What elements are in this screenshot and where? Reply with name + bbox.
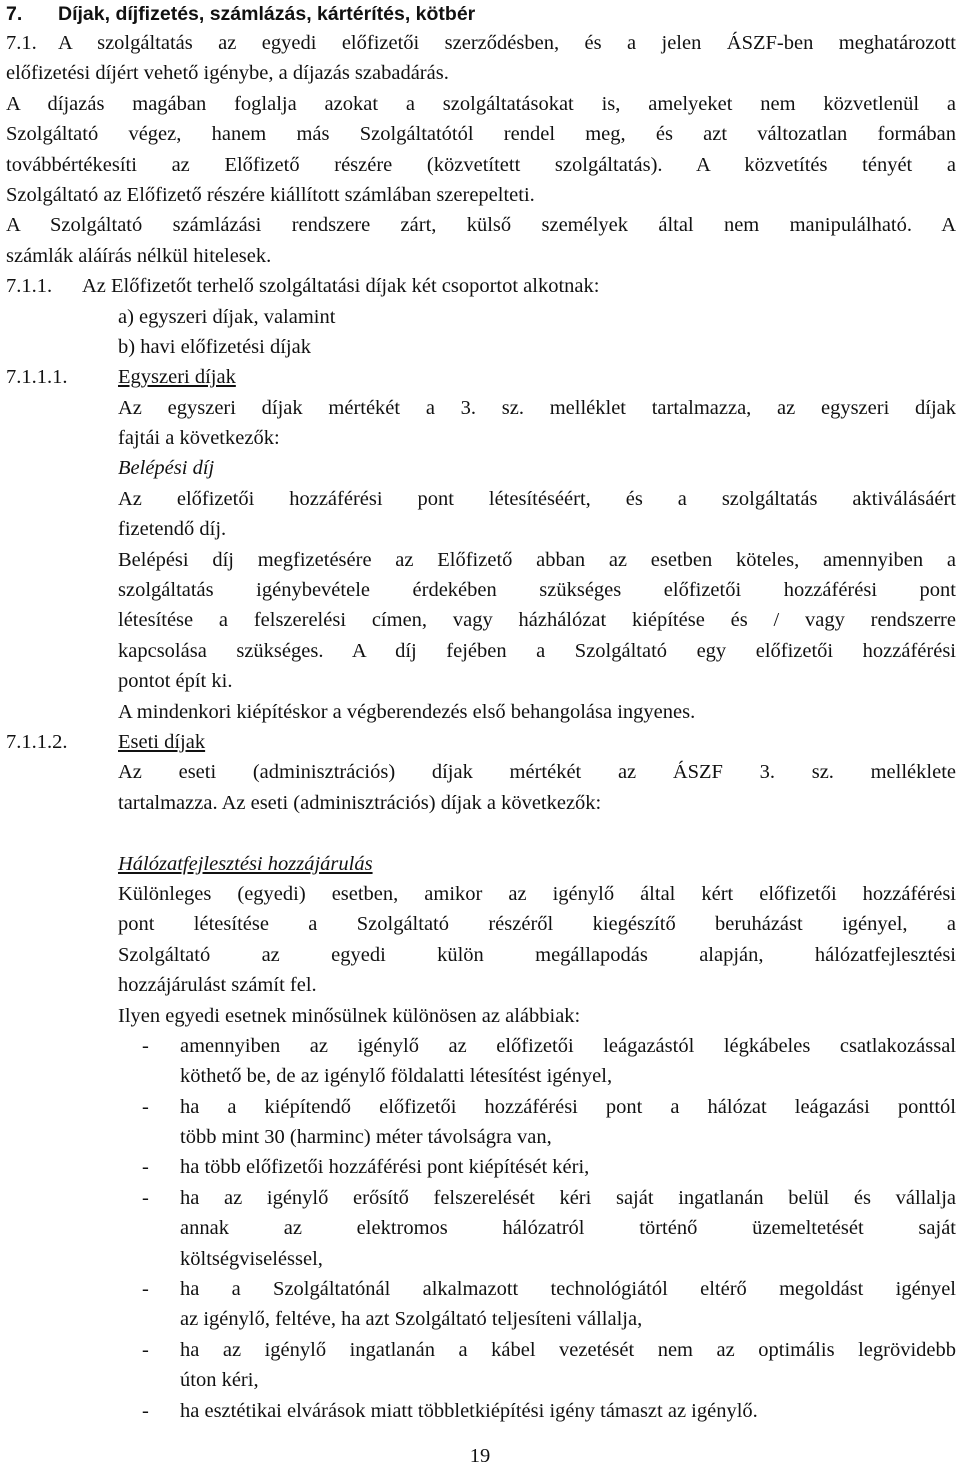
paragraph-line: Különleges (egyedi) esetben, amikor az igénylő által kért előfizetői hozzáférési	[118, 882, 956, 905]
blank-line	[6, 818, 956, 848]
list-item: b) havi előfizetési díjak	[118, 335, 311, 358]
bullet-dash: -	[142, 1156, 149, 1179]
subheading: Belépési díj	[118, 457, 215, 480]
paragraph-line: tartalmazza. Az eseti (adminisztrációs) díjak a következők:	[118, 791, 602, 814]
bullet-dash: -	[142, 1338, 149, 1361]
bullet-text: az igénylő, feltéve, ha azt Szolgáltató teljesíteni vállalja,	[180, 1308, 643, 1331]
clause-text: A szolgáltatás az egyedi előfizetői szerződésben, és a jelen ÁSZF-ben meghatározott	[58, 32, 956, 54]
paragraph-line: pontot épít ki.	[118, 670, 233, 693]
paragraph-line: A Szolgáltató számlázási rendszere zárt, külső személyek által nem manipulálható. A	[6, 214, 956, 237]
section-title: Díjak, díjfizetés, számlázás, kártérítés, kötbér	[58, 3, 476, 25]
bullet-dash: -	[142, 1095, 149, 1118]
bullet-line	[6, 1213, 956, 1243]
paragraph-line: előfizetési díjért vehető igénybe, a díjazás szabadárás.	[6, 62, 449, 85]
paragraph-line: Az egyszeri díjak mértékét a 3. sz. melléklet tartalmazza, az egyszeri díjak	[118, 396, 956, 419]
bullet-text: ha a Szolgáltatónál alkalmazott technológiától eltérő megoldást igényel	[180, 1278, 956, 1301]
paragraph-line: Szolgáltató az Előfizető részére kiállított számlában szerepelteti.	[6, 183, 535, 206]
bullet-text: ha a kiépítendő előfizetői hozzáférési pont a hálózat leágazási ponttól	[180, 1095, 956, 1118]
clause-7-1-1	[6, 271, 956, 301]
bullet-line	[6, 1304, 956, 1334]
section-number: 7.	[6, 3, 23, 25]
bullet-line	[6, 1152, 956, 1182]
section-heading	[6, 0, 956, 28]
bullet-dash: -	[142, 1278, 149, 1301]
clause-text: Az Előfizetőt terhelő szolgáltatási díjak két csoportot alkotnak:	[82, 275, 600, 298]
paragraph-line: Szolgáltató az egyedi külön megállapodás alapján, hálózatfejlesztési	[118, 943, 956, 966]
paragraph-line: A mindenkori kiépítéskor a végberendezés első behangolása ingyenes.	[118, 700, 696, 723]
bullet-line	[6, 1396, 956, 1426]
paragraph-line: fizetendő díj.	[118, 518, 227, 541]
bullet-text: köthető be, de az igénylő földalatti létesítést igényel,	[180, 1065, 613, 1088]
clause-number: 7.1.	[6, 32, 37, 54]
bullet-line	[6, 1122, 956, 1152]
bullet-line	[6, 1365, 956, 1395]
page-number: 19	[469, 1445, 491, 1467]
paragraph-line: szolgáltatás igénybevétele érdekében szükséges előfizetői hozzáférési pont	[118, 579, 956, 602]
paragraph-line: továbbértékesíti az Előfizető részére (közvetített szolgáltatás). A közvetítés tényét a	[6, 153, 956, 176]
paragraph-line: hozzájárulást számít fel.	[118, 974, 317, 997]
bullet-text: annak az elektromos hálózatról történő üzemeltetését saját	[180, 1217, 956, 1240]
bullet-line	[6, 1031, 956, 1061]
paragraph-line: Szolgáltató végez, hanem más Szolgáltatótól rendel meg, és azt változatlan formában	[6, 123, 956, 146]
bullet-text: amennyiben az igénylő az előfizetői leágazástól légkábeles csatlakozással	[180, 1034, 956, 1057]
clause-7-1-1-1	[6, 362, 956, 392]
bullet-text: több mint 30 (harminc) méter távolságra van,	[180, 1126, 552, 1149]
subheading: Hálózatfejlesztési hozzájárulás	[118, 852, 373, 875]
bullet-text: ha az igénylő erősítő felszerelését kéri saját ingatlanán belül és vállalja	[180, 1186, 956, 1209]
bullet-line	[6, 1092, 956, 1122]
paragraph-line: Belépési díj megfizetésére az Előfizető abban az esetben köteles, amennyiben a	[118, 548, 956, 571]
bullet-line	[6, 1335, 956, 1365]
paragraph-line: Az eseti (adminisztrációs) díjak mértékét az ÁSZF 3. sz. melléklete	[118, 761, 956, 784]
clause-number: 7.1.1.	[6, 275, 53, 298]
clause-title: Egyszeri díjak	[118, 366, 236, 389]
paragraph-line: pont létesítése a Szolgáltató részéről kiegészítő beruházást igényel, a	[118, 913, 956, 936]
bullet-text: ha esztétikai elvárások miatt többletkiépítési igény támaszt az igénylő.	[180, 1399, 758, 1422]
bullet-text: költségviseléssel,	[180, 1247, 323, 1270]
list-item: a) egyszeri díjak, valamint	[118, 305, 336, 328]
bullet-line	[6, 1183, 956, 1213]
bullet-line	[6, 1274, 956, 1304]
paragraph-line: Ilyen egyedi esetnek minősülnek különösen az alábbiak:	[118, 1004, 581, 1027]
clause-number: 7.1.1.2.	[6, 730, 68, 753]
bullet-text: ha az igénylő ingatlanán a kábel vezetését nem az optimális legrövidebb	[180, 1338, 956, 1361]
bullet-text: ha több előfizetői hozzáférési pont kiépítését kéri,	[180, 1156, 590, 1179]
paragraph-line: Az előfizetői hozzáférési pont létesítéséért, és a szolgáltatás aktiválásáért	[118, 487, 956, 510]
bullet-line	[6, 1244, 956, 1274]
clause-7-1-1-2	[6, 727, 956, 757]
paragraph-line: fajtái a következők:	[118, 427, 280, 450]
clause-number: 7.1.1.1.	[6, 366, 68, 389]
bullet-list	[6, 1031, 956, 1426]
paragraph-line: létesítése a felszerelési címen, vagy házhálózat kiépítése és / vagy rendszerre	[118, 609, 956, 632]
bullet-text: úton kéri,	[180, 1369, 259, 1392]
clause-title: Eseti díjak	[118, 730, 206, 753]
bullet-line	[6, 1061, 956, 1091]
paragraph-line: kapcsolása szükséges. A díj fejében a Szolgáltató egy előfizetői hozzáférési	[118, 639, 956, 662]
paragraph-line	[6, 28, 956, 58]
paragraph-line: számlák aláírás nélkül hitelesek.	[6, 244, 272, 267]
bullet-dash: -	[142, 1186, 149, 1209]
bullet-dash: -	[142, 1034, 149, 1057]
bullet-dash: -	[142, 1399, 149, 1422]
paragraph-line: A díjazás magában foglalja azokat a szolgáltatásokat is, amelyeket nem közvetlenül a	[6, 92, 956, 115]
page-content	[6, 0, 956, 1426]
